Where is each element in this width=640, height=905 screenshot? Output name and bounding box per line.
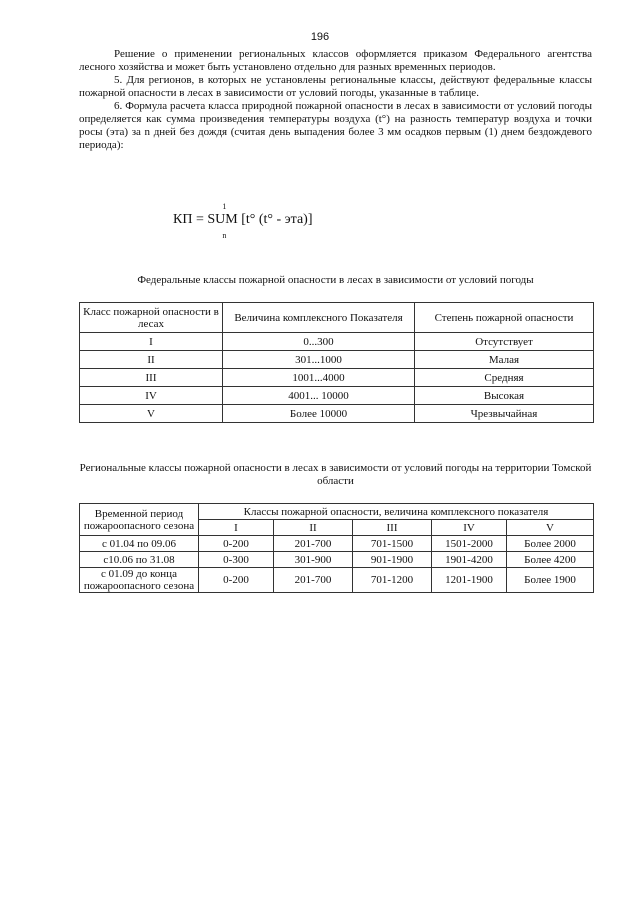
header-class-1: I [199, 520, 274, 536]
table-cell: 0-200 [199, 536, 274, 552]
formula-lhs: КП = [173, 212, 208, 227]
table-cell: 701-1500 [353, 536, 432, 552]
header-class-3: III [353, 520, 432, 536]
table-cell: IV [80, 387, 223, 405]
formula-lower-limit: n [222, 231, 227, 240]
table-header-row [80, 504, 594, 520]
federal-classes-table [79, 302, 594, 423]
table-cell: Более 2000 [507, 536, 594, 552]
formula-upper-limit: 1 [222, 202, 227, 211]
table-cell: 1201-1900 [432, 568, 507, 593]
table-cell: с 01.04 по 09.06 [80, 536, 199, 552]
table-row [80, 333, 594, 351]
table-cell: Более 4200 [507, 552, 594, 568]
table-row [80, 387, 594, 405]
table-row [80, 405, 594, 423]
table-cell: Отсутствует [415, 333, 594, 351]
table-cell: Более 1900 [507, 568, 594, 593]
header-class-2: II [274, 520, 353, 536]
table-cell: Более 10000 [223, 405, 415, 423]
table-row [80, 369, 594, 387]
header-period: Временной период пожароопасного сезона [80, 504, 199, 536]
paragraph-formula-description: 6. Формула расчета класса природной пожарной опасности в лесах в зависимости от условий погоды определяется как сумма произведения температуры воздуха (t°) на разность температур воздуха и точки росы (эта) за n дней без дождя (считая день выпадения более 3 мм осадков первым (1) днем бездождевого периода): [79, 100, 592, 151]
document-body [79, 48, 592, 152]
table-cell: с 01.09 до конца пожароопасного сезона [80, 568, 199, 593]
table-cell: 4001... 10000 [223, 387, 415, 405]
header-class-5: V [507, 520, 594, 536]
page-number: 196 [310, 31, 330, 43]
formula-rhs: [t° (t° - эта)] [237, 212, 313, 227]
paragraph-federal-classes: 5. Для регионов, в которых не установлены региональные классы, действуют федеральные классы пожарной опасности в лесах в зависимости от условий погоды, указанные в таблице. [79, 74, 592, 99]
table-row [80, 536, 594, 552]
fire-danger-formula [173, 202, 313, 240]
table-cell: 1501-2000 [432, 536, 507, 552]
formula-sum-operator: SUM [207, 212, 238, 227]
header-index-value: Величина комплексного Показателя [223, 303, 415, 333]
table-cell: 0-300 [199, 552, 274, 568]
header-classes-group: Классы пожарной опасности, величина комплексного показателя [199, 504, 594, 520]
table-cell: III [80, 369, 223, 387]
table-cell: Малая [415, 351, 594, 369]
table-cell: V [80, 405, 223, 423]
table-cell: 201-700 [274, 568, 353, 593]
header-class: Класс пожарной опасности в лесах [80, 303, 223, 333]
header-danger-degree: Степень пожарной опасности [415, 303, 594, 333]
formula-sum [207, 202, 238, 240]
table-cell: 201-700 [274, 536, 353, 552]
table-row [80, 552, 594, 568]
paragraph-regional-classes: Решение о применении региональных классов оформляется приказом Федерального агентства лесного хозяйства и может быть установлено отдельно для разных временных периодов. [79, 48, 592, 73]
table2-caption: Региональные классы пожарной опасности в лесах в зависимости от условий погоды на территории Томской области [79, 462, 592, 487]
table1-caption: Федеральные классы пожарной опасности в лесах в зависимости от условий погоды [137, 274, 534, 286]
table-cell: 0-200 [199, 568, 274, 593]
table-cell: 701-1200 [353, 568, 432, 593]
table-cell: Высокая [415, 387, 594, 405]
header-class-4: IV [432, 520, 507, 536]
table-header-row [80, 303, 594, 333]
table-cell: с10.06 по 31.08 [80, 552, 199, 568]
table-cell: 301...1000 [223, 351, 415, 369]
table-cell: I [80, 333, 223, 351]
regional-classes-table [79, 503, 594, 593]
table-cell: II [80, 351, 223, 369]
table-row [80, 351, 594, 369]
table-cell: Чрезвычайная [415, 405, 594, 423]
table-cell: 1901-4200 [432, 552, 507, 568]
table-cell: 301-900 [274, 552, 353, 568]
table-cell: 0...300 [223, 333, 415, 351]
table-cell: Средняя [415, 369, 594, 387]
table-cell: 1001...4000 [223, 369, 415, 387]
table-row [80, 568, 594, 593]
table-cell: 901-1900 [353, 552, 432, 568]
